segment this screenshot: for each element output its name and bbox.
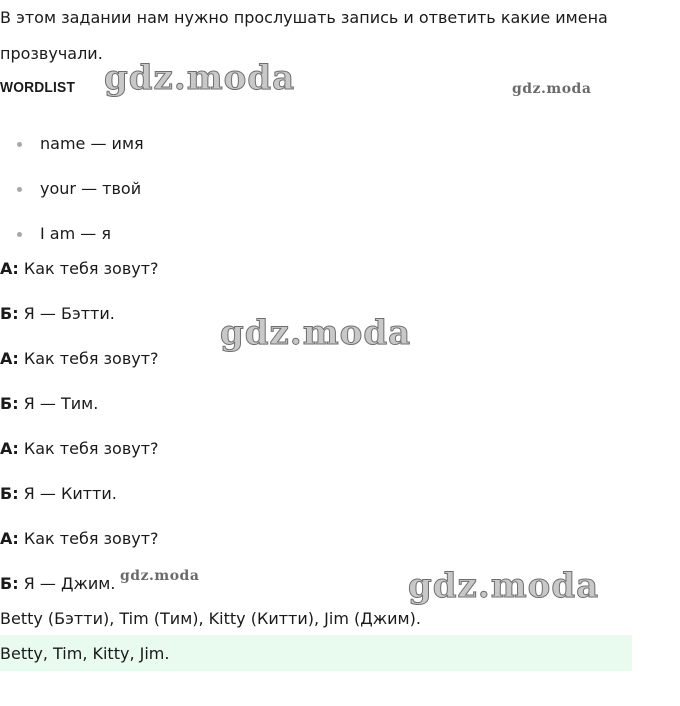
dialogue-line: [0, 484, 117, 504]
line-text: Я — Тим.: [18, 394, 99, 413]
speaker-label: Б:: [0, 394, 19, 413]
dialogue-line: [0, 529, 159, 549]
dialogue-line: [0, 394, 98, 414]
dialogue-line: [0, 259, 159, 279]
wordlist-item-name: name — имя: [40, 134, 144, 153]
intro-line-1: В этом задании нам нужно прослушать запись и ответить какие имена: [0, 8, 608, 27]
dialogue-line: [0, 439, 159, 459]
speaker-label: А:: [0, 529, 19, 548]
line-text: Как тебя зовут?: [18, 349, 159, 368]
dialogue-line: [0, 304, 115, 324]
bullet-dot: [17, 142, 22, 147]
wordlist-item-your: your — твой: [40, 179, 142, 198]
watermark-logo: gdz.moda: [220, 313, 412, 353]
intro-line-2: прозвучали.: [0, 44, 103, 63]
line-text: Я — Бэтти.: [18, 304, 115, 323]
dialogue-line: [0, 574, 115, 594]
translation-line: Betty (Бэтти), Tim (Тим), Kitty (Китти), Jim (Джим).: [0, 609, 421, 628]
answer-text: Betty, Tim, Kitty, Jim.: [0, 644, 170, 663]
dialogue-line: [0, 349, 159, 369]
line-text: Как тебя зовут?: [18, 259, 159, 278]
wordlist-item-i-am: I am — я: [40, 224, 111, 243]
speaker-label: Б:: [0, 304, 19, 323]
line-text: Я — Джим.: [18, 574, 116, 593]
line-text: Я — Китти.: [18, 484, 117, 503]
watermark-logo: gdz.moda: [120, 568, 200, 584]
line-text: Как тебя зовут?: [18, 439, 159, 458]
watermark-logo: gdz.moda: [512, 81, 592, 97]
speaker-label: Б:: [0, 574, 19, 593]
speaker-label: А:: [0, 349, 19, 368]
watermark-logo: gdz.moda: [104, 58, 296, 98]
speaker-label: А:: [0, 439, 19, 458]
wordlist-heading: WORDLIST: [0, 79, 76, 96]
speaker-label: А:: [0, 259, 19, 278]
line-text: Как тебя зовут?: [18, 529, 159, 548]
bullet-dot: [17, 187, 22, 192]
speaker-label: Б:: [0, 484, 19, 503]
bullet-dot: [17, 232, 22, 237]
watermark-logo: gdz.moda: [408, 566, 600, 606]
